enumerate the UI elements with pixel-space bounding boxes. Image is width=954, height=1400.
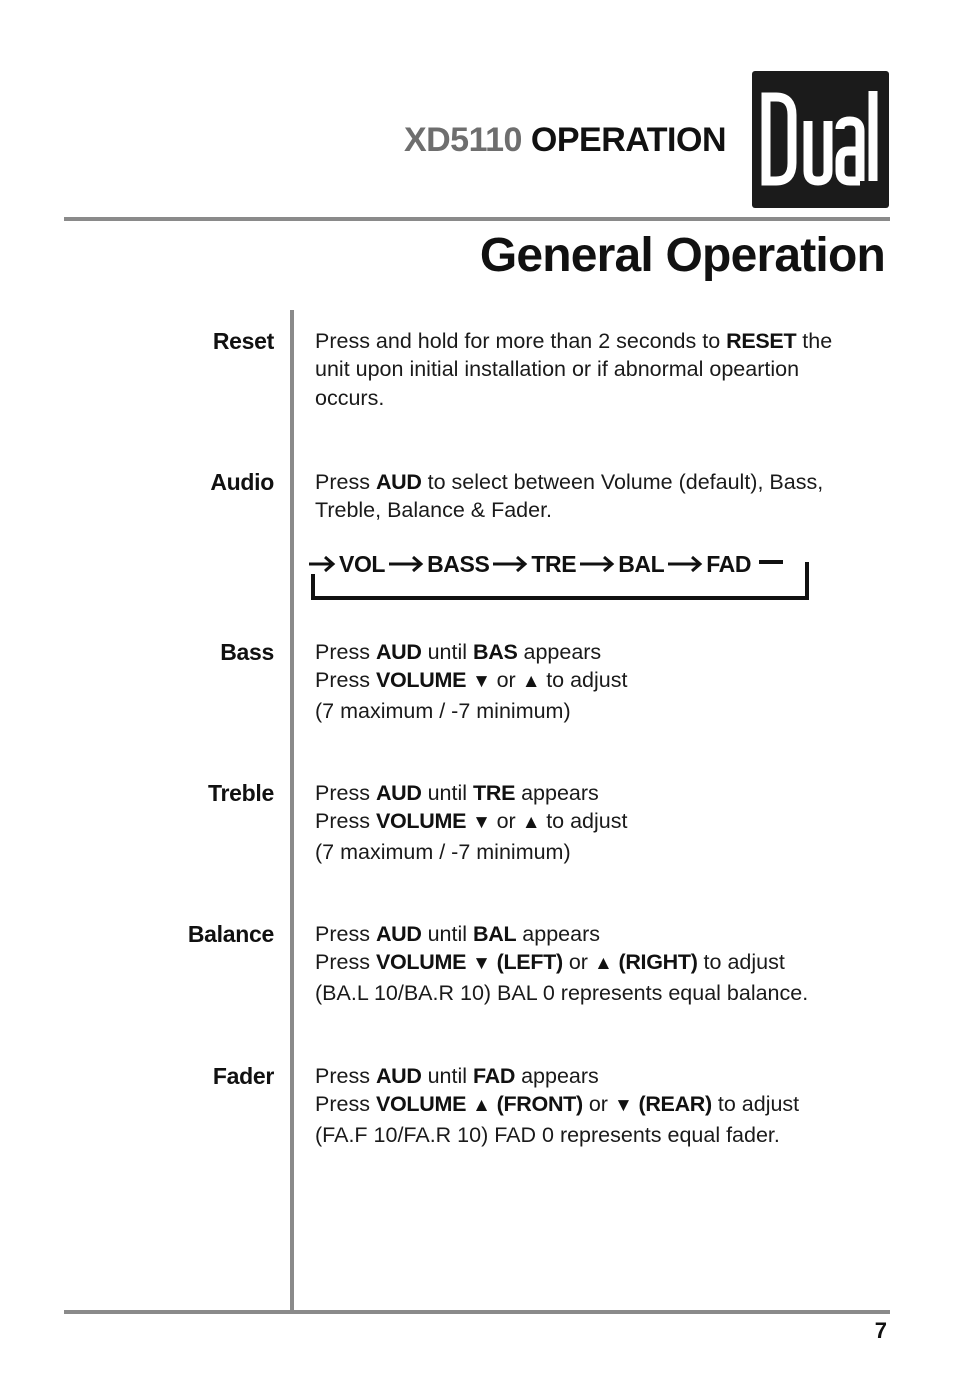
body-line <box>315 920 885 948</box>
section-label-treble: Treble <box>208 780 274 806</box>
flow-return-line <box>759 560 783 564</box>
section-body-audio <box>315 468 885 525</box>
body-text: appears <box>515 1064 599 1088</box>
body-text: (FA.F 10/FA.R 10) FAD 0 represents equal fader. <box>315 1122 780 1147</box>
body-text: appears <box>515 781 599 805</box>
body-text: (BA.L 10/BA.R 10) BAL 0 represents equal balance. <box>315 980 809 1005</box>
body-text: Press <box>315 950 376 975</box>
page-number: 7 <box>874 1318 887 1343</box>
body-text: until <box>421 1064 474 1088</box>
emphasis-term: FAD <box>473 1064 516 1088</box>
body-text: occurs. <box>315 385 385 410</box>
body-text: to adjust <box>540 809 628 834</box>
audio-mode-flow-diagram <box>311 548 808 603</box>
arrow-triangle-icon: ▼ <box>613 1095 633 1117</box>
section-label-audio: Audio <box>210 469 274 495</box>
section-body-treble <box>315 779 885 866</box>
section-body-balance <box>315 920 885 1007</box>
body-text: Treble, Balance & Fader. <box>315 498 553 523</box>
arrow-right-icon <box>666 554 704 574</box>
emphasis-term: BAS <box>473 640 518 664</box>
body-text: to adjust <box>540 668 628 693</box>
body-line <box>315 838 885 866</box>
body-line <box>315 1090 885 1120</box>
emphasis-term: (LEFT) <box>496 950 563 975</box>
emphasis-term: AUD <box>375 470 422 494</box>
emphasis-term: BAL <box>473 922 517 946</box>
emphasis-term: AUD <box>375 640 422 664</box>
section-label-balance: Balance <box>187 921 274 947</box>
emphasis-term: VOLUME <box>375 809 467 834</box>
body-text: unit upon initial installation or if abnormal opeartion <box>315 357 800 382</box>
arrow-triangle-icon: ▼ <box>472 671 491 693</box>
body-text: Press <box>315 809 376 834</box>
top-rule <box>64 217 890 221</box>
emphasis-term: (FRONT) <box>496 1092 583 1117</box>
body-text: or <box>582 1092 614 1117</box>
body-text: appears <box>517 640 602 664</box>
body-text: the <box>796 329 833 353</box>
body-line <box>315 1062 885 1090</box>
bottom-rule <box>64 1310 890 1314</box>
arrow-right-icon <box>578 554 616 574</box>
body-text: Press <box>315 922 376 946</box>
body-text: appears <box>516 922 600 946</box>
body-line <box>315 384 885 412</box>
body-text: Press <box>315 781 376 805</box>
body-text: Press <box>315 640 376 664</box>
arrow-right-icon <box>491 554 529 574</box>
body-text: to adjust <box>697 950 785 975</box>
body-line <box>315 638 885 666</box>
model-number: XD5110 <box>403 121 522 159</box>
column-divider <box>290 310 294 1311</box>
body-text: Press <box>315 1064 376 1088</box>
body-text: Press <box>315 470 376 494</box>
body-text: to adjust <box>711 1092 800 1117</box>
arrow-right-icon <box>387 554 425 574</box>
header-operation: OPERATION <box>530 121 726 159</box>
body-line <box>315 779 885 807</box>
emphasis-term: VOLUME <box>375 950 467 975</box>
emphasis-term: (RIGHT) <box>618 950 698 975</box>
section-label-bass: Bass <box>220 639 274 665</box>
section-body-reset <box>315 327 885 412</box>
section-label-reset: Reset <box>212 328 274 354</box>
body-text: or <box>490 668 522 693</box>
flow-item-bass: BASS <box>425 548 491 580</box>
body-line <box>315 948 885 978</box>
arrow-triangle-icon: ▲ <box>472 1095 491 1117</box>
body-text: (7 maximum / -7 minimum) <box>315 839 571 864</box>
flow-item-fad: FAD <box>704 548 753 580</box>
flow-item-vol: VOL <box>337 548 387 580</box>
emphasis-term: AUD <box>375 922 422 946</box>
header-title <box>404 118 726 162</box>
body-text: until <box>421 640 474 664</box>
section-body-fader <box>315 1062 885 1149</box>
body-text: (7 maximum / -7 minimum) <box>315 698 571 723</box>
body-line <box>315 979 885 1007</box>
body-line <box>315 697 885 725</box>
body-text: Press <box>315 668 376 693</box>
body-line <box>315 355 885 383</box>
body-line <box>315 1121 885 1149</box>
emphasis-term: VOLUME <box>375 1092 467 1117</box>
brand-logo <box>752 71 889 208</box>
flow-row <box>311 548 783 580</box>
section-body-bass <box>315 638 885 725</box>
emphasis-term: TRE <box>473 781 516 805</box>
emphasis-term: VOLUME <box>375 668 467 693</box>
emphasis-term: (REAR) <box>638 1092 712 1117</box>
arrow-triangle-icon: ▲ <box>593 953 613 975</box>
flow-item-bal: BAL <box>616 548 666 580</box>
body-text: until <box>421 781 474 805</box>
body-line <box>315 496 885 524</box>
body-text: to select between Volume (default), Bass, <box>421 470 824 494</box>
body-line <box>315 666 885 696</box>
page-title: General Operation <box>479 229 885 282</box>
arrow-triangle-icon: ▼ <box>472 953 491 975</box>
arrow-triangle-icon: ▲ <box>521 812 541 834</box>
body-text: or <box>562 950 594 975</box>
arrow-triangle-icon: ▼ <box>472 812 491 834</box>
emphasis-term: AUD <box>375 1064 422 1088</box>
body-line <box>315 327 885 355</box>
emphasis-term: AUD <box>375 781 422 805</box>
emphasis-term: RESET <box>726 329 797 353</box>
body-line <box>315 468 885 496</box>
body-text: Press and hold for more than 2 seconds to <box>315 329 727 353</box>
flow-item-tre: TRE <box>529 548 578 580</box>
dual-logo-icon <box>752 71 889 208</box>
body-line <box>315 807 885 837</box>
body-text: Press <box>315 1092 376 1117</box>
arrow-triangle-icon: ▲ <box>521 671 541 693</box>
body-text: until <box>421 922 474 946</box>
arrow-right-icon <box>309 554 337 574</box>
section-label-fader: Fader <box>212 1063 274 1089</box>
body-text: or <box>490 809 522 834</box>
